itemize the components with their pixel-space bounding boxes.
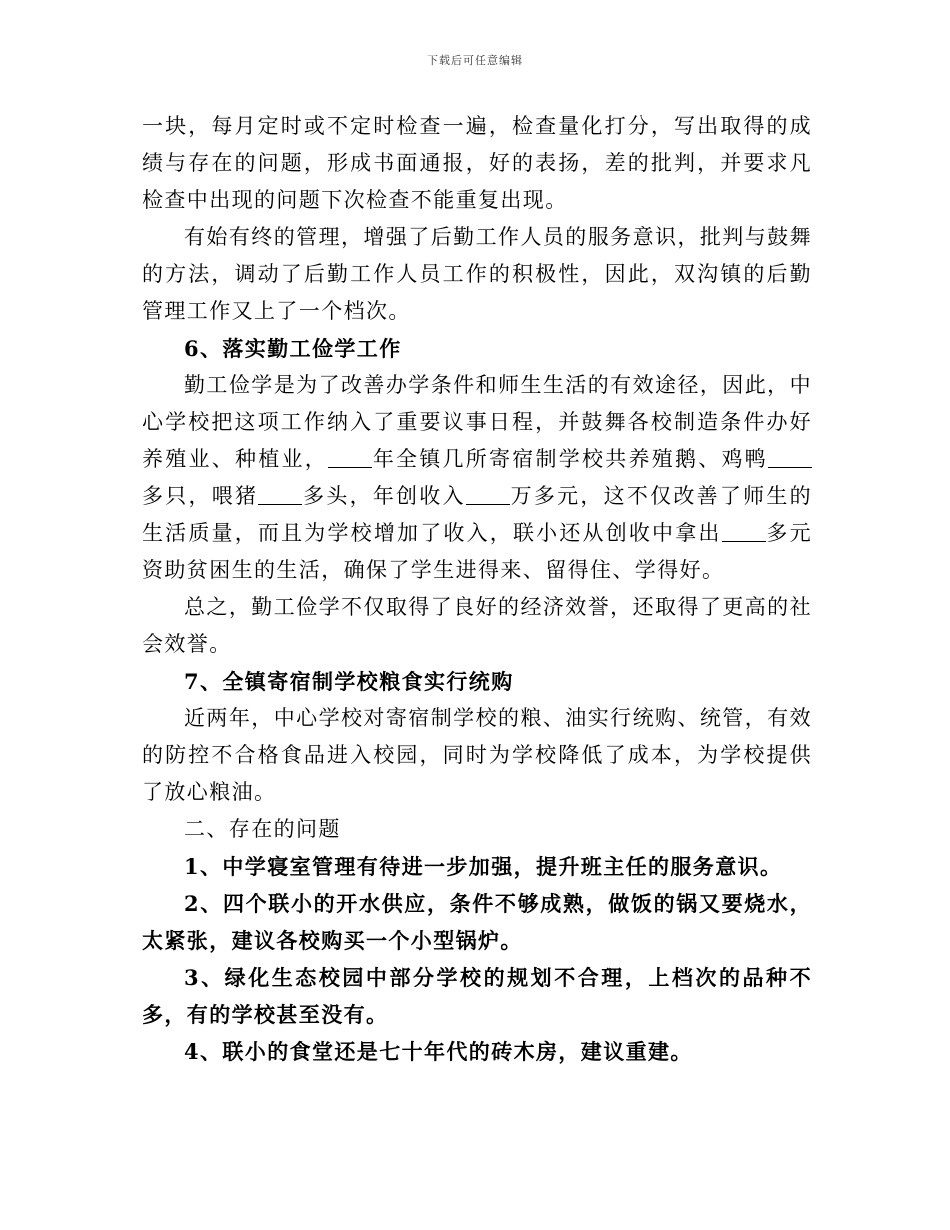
document-body (142, 108, 812, 1070)
paragraph-work-study (142, 367, 812, 589)
paragraph-segment: 勤工俭学是为了改善办学条件和师生生活的有效途径，因此，中心学校把这项工作纳入了重要议事日程，并鼓舞各校制造条件办好养殖业、种植业， (142, 373, 812, 471)
problem-item-2: 2、四个联小的开水供应，条件不够成熟，做饭的锅又要烧水，太紧张，建议各校购买一个小型锅炉。 (142, 891, 812, 953)
paragraph-segment: 多元资助贫困生的生活，确保了学生进得来、留得住、学得好。 (142, 521, 812, 582)
paragraph-segment: 多头，年创收入 (302, 484, 466, 508)
blank-field (328, 449, 372, 468)
blank-field (258, 486, 302, 505)
problem-item-1: 1、中学寝室管理有待进一步加强，提升班主任的服务意识。 (184, 854, 783, 879)
paragraph-segment: 多只，喂猪 (142, 484, 259, 508)
problem-item-3: 3、绿化生态校园中部分学校的规划不合理，上档次的品种不多，有的学校甚至没有。 (142, 965, 812, 1027)
page-header: 下载后可任意编辑 (427, 54, 523, 67)
blank-field (466, 486, 510, 505)
blank-field (768, 449, 812, 468)
heading-work-study: 6、落实勤工俭学工作 (184, 336, 402, 361)
blank-field (722, 523, 766, 542)
problem-item-4: 4、联小的食堂还是七十年代的砖木房，建议重建。 (184, 1039, 693, 1064)
paragraph-inspection: 一块，每月定时或不定时检查一遍，检查量化打分，写出取得的成绩与存在的问题，形成书面通报，好的表扬，差的批判，并要求凡检查中出现的问题下次检查不能重复出现。 (142, 114, 812, 212)
heading-grain-purchase: 7、全镇寄宿制学校粮食实行统购 (184, 669, 514, 694)
paragraph-segment: 万多元，这不仅改善了师生的生活质量，而且为学校增加了收入，联小还从创收中拿出 (142, 484, 813, 545)
paragraph-grain-purchase: 近两年，中心学校对寄宿制学校的粮、油实行统购、统管，有效的防控不合格食品进入校园，同时为学校降低了成本，为学校提供了放心粮油。 (142, 706, 812, 804)
section-heading-problems: 二、存在的问题 (184, 817, 341, 841)
paragraph-management-result: 有始有终的管理，增强了后勤工作人员的服务意识，批判与鼓舞的方法，调动了后勤工作人员工作的积极性，因此，双沟镇的后勤管理工作又上了一个档次。 (142, 225, 812, 323)
paragraph-segment: 年全镇几所寄宿制学校共养殖鹅、鸡鸭 (371, 447, 768, 471)
paragraph-summary: 总之，勤工俭学不仅取得了良好的经济效誉，还取得了更高的社会效誉。 (142, 595, 812, 656)
